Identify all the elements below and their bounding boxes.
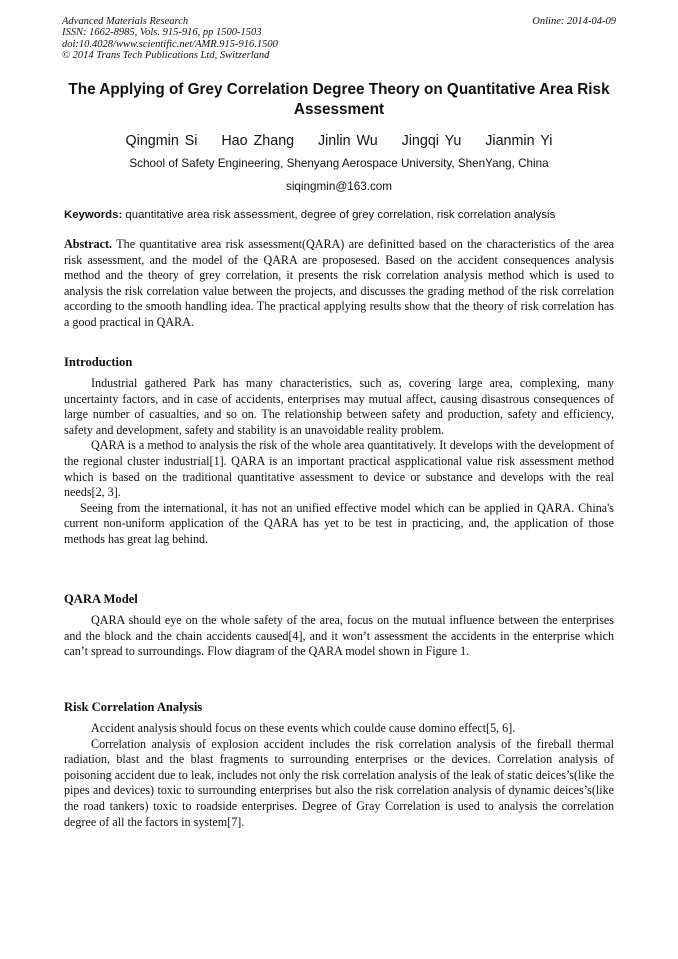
online-date: Online: 2014-04-09 bbox=[532, 16, 616, 27]
abstract bbox=[64, 237, 614, 331]
introduction-body bbox=[64, 376, 614, 548]
author-list: Qingmin Si Hao Zhang Jinlin Wu Jingqi Yu Jianmin Yi bbox=[125, 133, 553, 149]
paragraph: Correlation analysis of explosion accident includes the risk correlation analysis of the fireball thermal radiation, blast and the blast fragments to surrounding enterprises or the devices. Correlation analysis of poisoning accident due to leak, includes not only the risk correlation analysis of the leak of static deices’s(like the pipes and devices) toxic to surrounding enterprises but also the risk correlation analysis of dynamic deices’s(like the road tankers) toxic to roadside enterprises. Degree of Gray Correlation is used to analysis the correlation degree of all the factors in system[7]. bbox=[64, 736, 614, 829]
paper-title: The Applying of Grey Correlation Degree Theory on Quantitative Area Risk Assessment bbox=[68, 81, 610, 118]
contact-email: siqingmin@163.com bbox=[285, 180, 393, 193]
section-heading-introduction: Introduction bbox=[64, 355, 133, 369]
doi-line: doi:10.4028/www.scientific.net/AMR.915-916.1500 bbox=[62, 38, 278, 50]
issn-line: ISSN: 1662-8985, Vols. 915-916, pp 1500-1503 bbox=[62, 27, 262, 39]
abstract-label: Abstract. bbox=[64, 237, 113, 251]
copyright-line: © 2014 Trans Tech Publications Ltd, Switzerland bbox=[62, 50, 270, 62]
abstract-text: The quantitative area risk assessment(QARA) are definitted based on the characteristics of the area risk assessment, and the model of the QARA are proposesed. Based on the accident consequences analysis method and the theory of grey correlation, it presents the risk correlation analysis method which is used to analysis the risk correlation value between the projects, and discusses the grading method of the risk correlation according to the smooth handling idea. The practical applying results show that the theory of risk correlation has a good practical in QARA. bbox=[64, 237, 614, 329]
section-heading-qara-model: QARA Model bbox=[64, 592, 138, 606]
paragraph: Seeing from the international, it has not an unified effective model which can be applied in QARA. China's current non-uniform application of the QARA has yet to be test in practicing, and, the application of those methods has great lag behind. bbox=[64, 500, 614, 546]
journal-name: Advanced Materials Research bbox=[62, 16, 189, 27]
keywords bbox=[64, 207, 624, 223]
section-heading-risk-correlation: Risk Correlation Analysis bbox=[64, 700, 203, 714]
paragraph: QARA should eye on the whole safety of the area, focus on the mutual influence between the enterprises and the block and the chain accidents caused[4], and it won’t assessment the accidents in the enterprise which can’t spread to surroundings. Flow diagram of the QARA model shown in Figure 1. bbox=[64, 613, 614, 659]
paragraph: Accident analysis should focus on these events which coulde cause domino effect[5, 6]. bbox=[91, 721, 516, 735]
affiliation: School of Safety Engineering, Shenyang Aerospace University, ShenYang, China bbox=[129, 157, 549, 170]
risk-correlation-body bbox=[64, 721, 614, 830]
keywords-label: Keywords: bbox=[64, 209, 123, 221]
keywords-text: quantitative area risk assessment, degree of grey correlation, risk correlation analysis bbox=[125, 209, 556, 221]
paragraph: QARA is a method to analysis the risk of the whole area quantitatively. It develops with the development of the regional cluster industrial[1]. QARA is an important practical aspplicational value risk assessment method which is based on the traditional quantitative assessment to device or substance and develops with the real needs[2, 3]. bbox=[64, 438, 614, 500]
paragraph: Industrial gathered Park has many characteristics, such as, covering large area, complexing, many uncertainty factors, and in case of accidents, enterprises may mutual affect, causing disastrous consequences of large number of casualties, and so on. The relationship between safety and production, safety and efficiency, safety and development, safety and stability is an unavoidable reality problem. bbox=[64, 376, 614, 437]
journal-header bbox=[62, 16, 278, 62]
qara-model-body bbox=[64, 613, 614, 660]
